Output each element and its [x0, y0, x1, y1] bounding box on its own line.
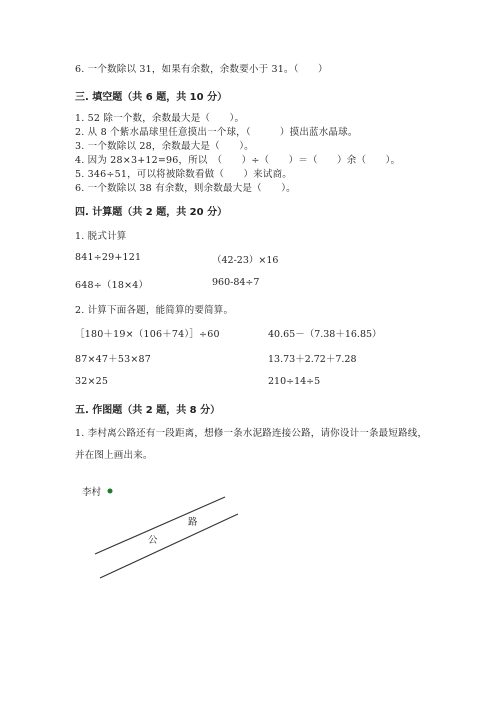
calc-q1-label: 1. 脱式计算 — [75, 231, 127, 242]
village-label: 李村 — [82, 487, 102, 498]
fill-item-1: 1. 52 除一个数，余数最大是（ ）。 — [75, 113, 245, 124]
intro-item: 6. 一个数除以 31，如果有余数，余数要小于 31。（ ） — [75, 64, 328, 75]
calc-q2-label: 2. 计算下面各题，能简算的要简算。 — [75, 305, 234, 316]
fill-item-5: 5. 346÷51，可以将被除数看做（ ）来试商。 — [75, 169, 292, 180]
calc-q1-expr: （42-23）×16 — [212, 255, 279, 266]
road-char-1: 公 — [148, 535, 158, 546]
section-3-heading: 三. 填空题（共 6 题，共 10 分） — [75, 92, 228, 103]
calc-q2-expr: 32×25 — [75, 376, 109, 387]
road-char-2: 路 — [188, 517, 198, 528]
fill-item-3: 3. 一个数除以 28，余数最大是（ ）。 — [75, 141, 254, 152]
fill-item-6: 6. 一个数除以 38 有余数，则余数最大是（ ）。 — [75, 183, 296, 194]
road-edge-lower — [100, 514, 238, 578]
section-5-heading: 五. 作图题（共 2 题，共 8 分） — [75, 405, 221, 416]
road-edge-upper — [95, 497, 225, 554]
village-dot — [108, 489, 113, 494]
calc-q2-expr: 210÷14÷5 — [268, 376, 321, 387]
fill-item-4: 4. 因为 28×3+12=96，所以 （ ）÷（ ）＝（ ）余（ ）。 — [75, 155, 401, 166]
fill-item-2: 2. 从 8 个紫水晶球里任意摸出一个球，（ ）摸出蓝水晶球。 — [75, 127, 358, 138]
road-figure — [0, 470, 500, 580]
calc-q2-expr: 13.73＋2.72＋7.28 — [268, 354, 357, 365]
calc-q1-expr: 841÷29+121 — [75, 252, 142, 263]
section-4-heading: 四. 计算题（共 2 题，共 20 分） — [75, 207, 228, 218]
calc-q1-expr: 960-84÷7 — [212, 277, 260, 288]
drawing-q1-text-cont: 并在图上画出来。 — [75, 450, 153, 461]
drawing-q1-text: 1. 李村离公路还有一段距离，想修一条水泥路连接公路，请你设计一条最短路线， — [75, 428, 428, 439]
calc-q2-expr: 40.65－（7.38＋16.85） — [268, 329, 382, 340]
calc-q2-expr: ［180＋19×（106＋74）］÷60 — [75, 329, 220, 340]
calc-q2-expr: 87×47＋53×87 — [75, 354, 151, 365]
calc-q1-expr: 648÷（18×4） — [75, 280, 149, 291]
road-diagram — [0, 470, 500, 580]
